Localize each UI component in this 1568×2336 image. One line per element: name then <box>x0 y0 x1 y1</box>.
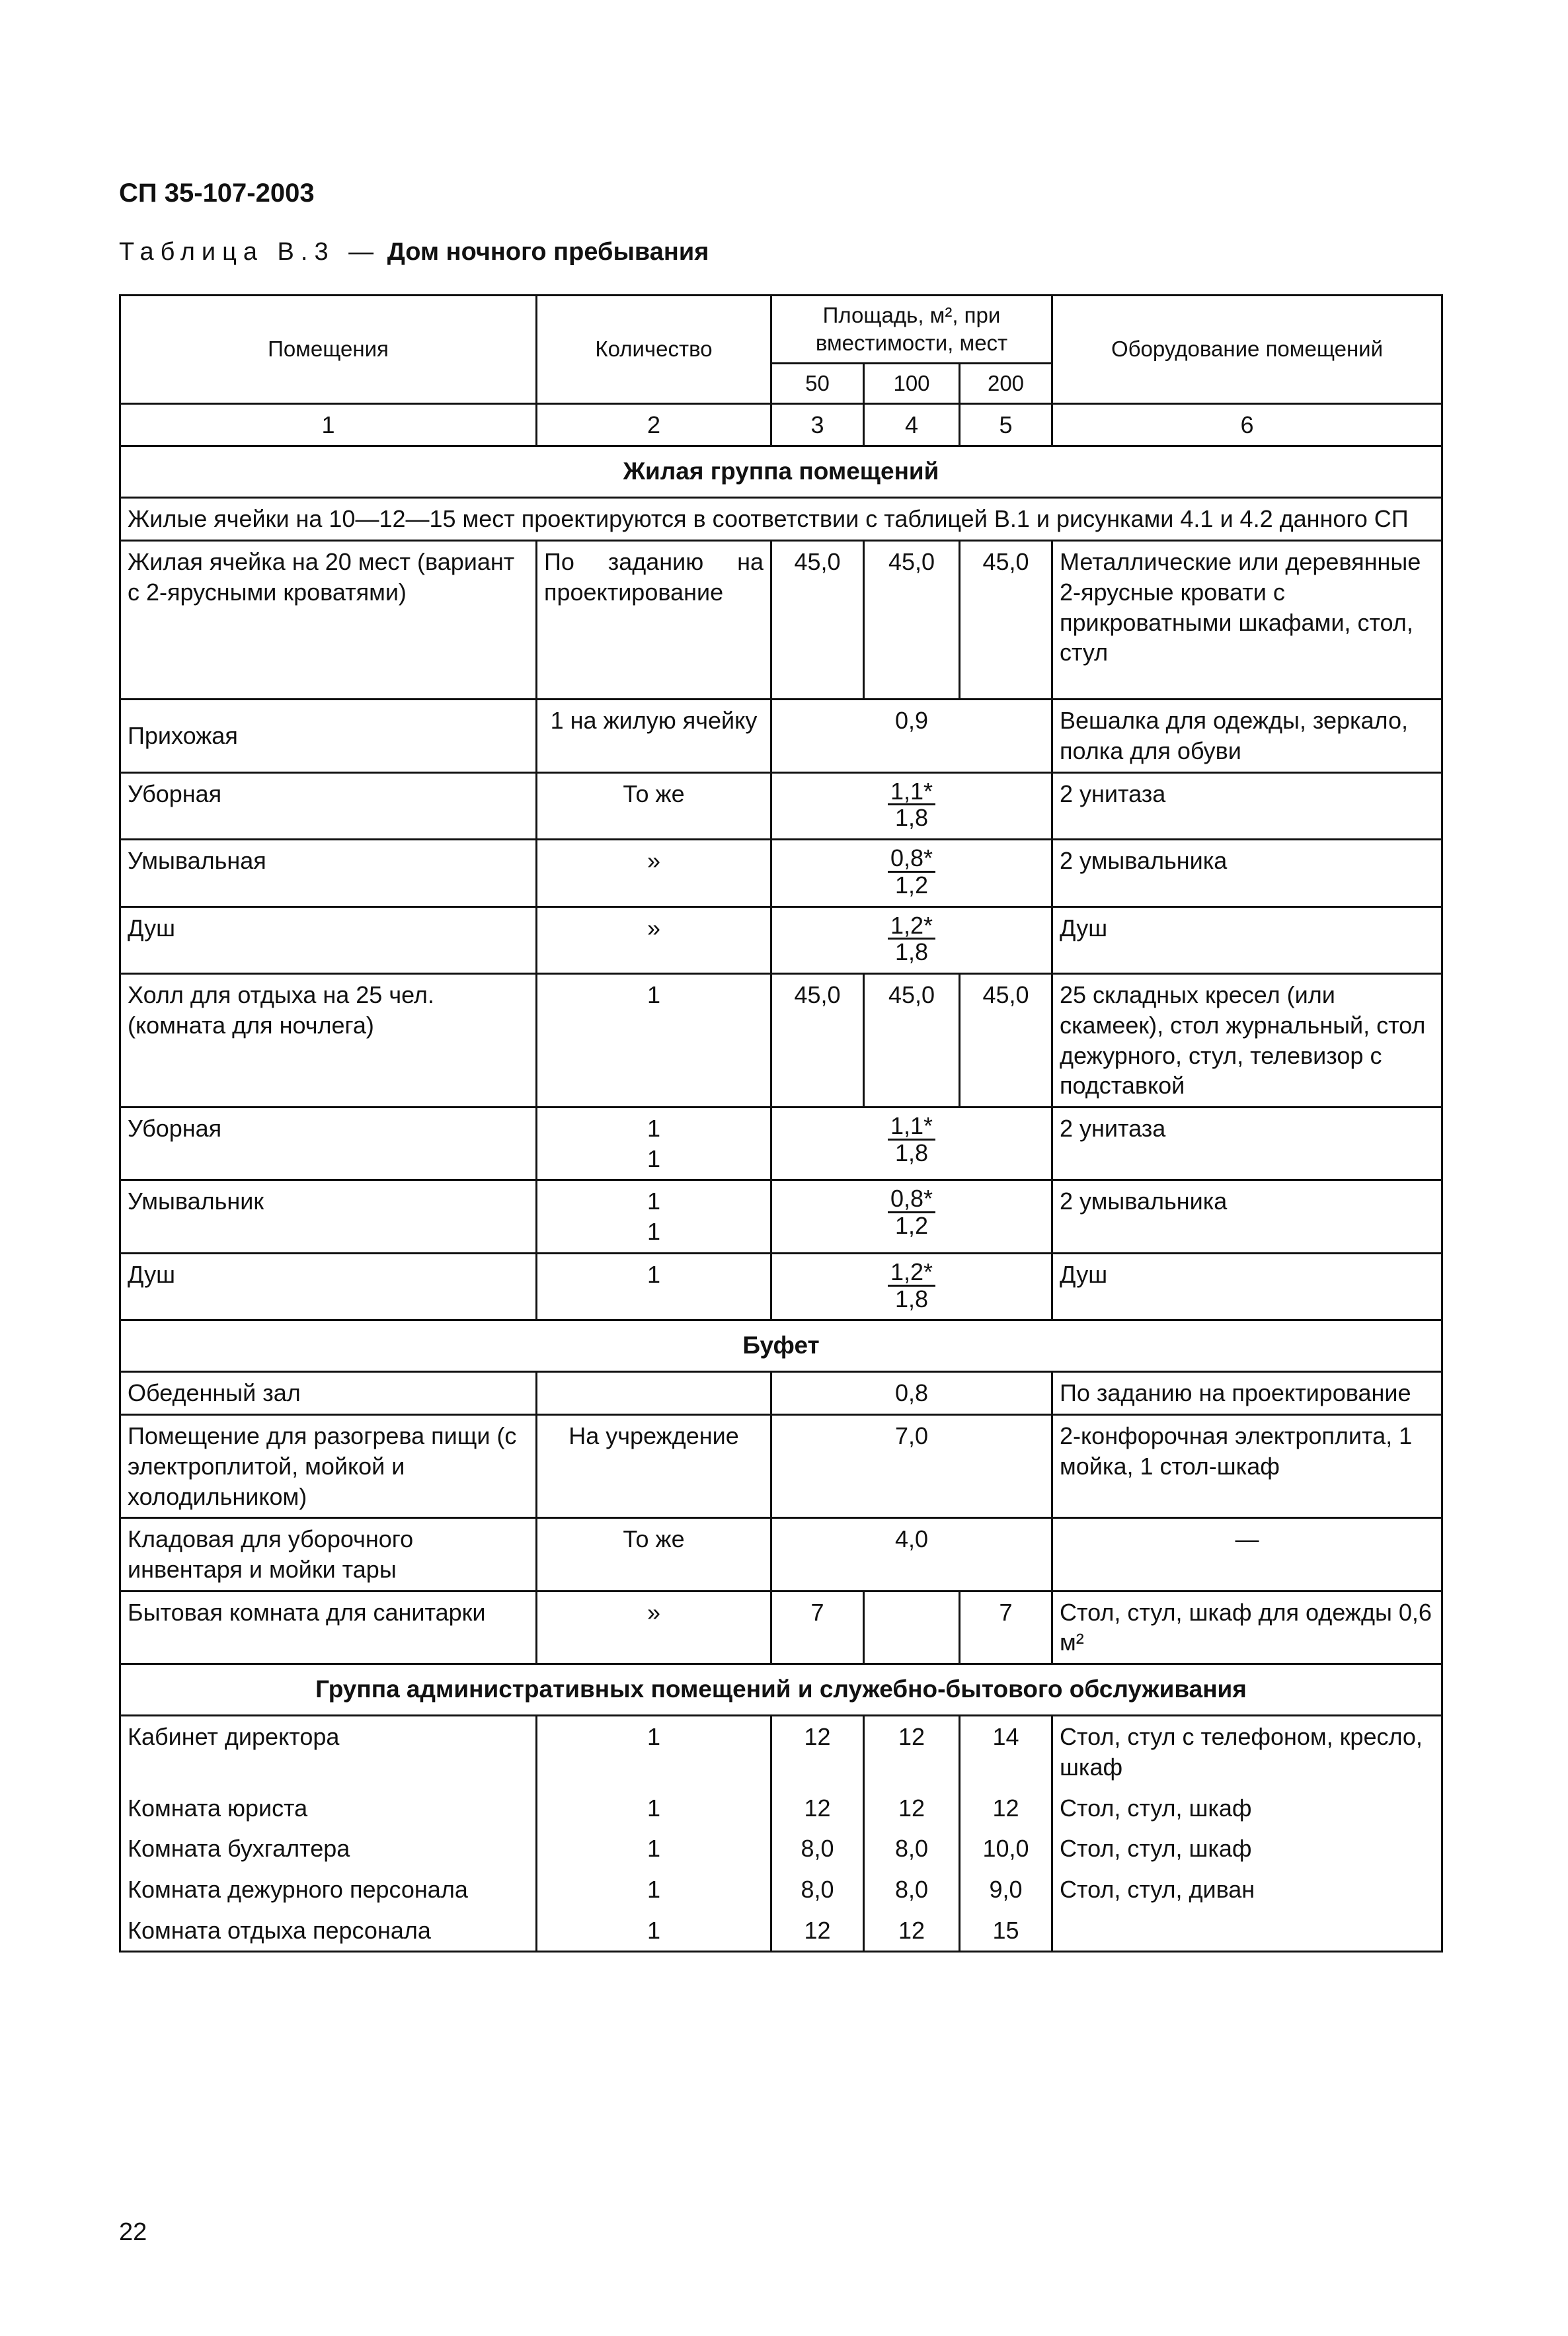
room-name: Бытовая комната для санитарки <box>120 1591 537 1664</box>
room-name: Душ <box>120 1253 537 1320</box>
area-top: 0,8* <box>888 1186 935 1213</box>
table-caption-title: Дом ночного пребывания <box>387 238 709 266</box>
room-equipment: 2 унитаза <box>1052 772 1442 840</box>
area-50: 45,0 <box>771 541 864 700</box>
area-bottom: 1,2 <box>894 1212 929 1240</box>
header-rooms: Помещения <box>120 296 537 404</box>
room-name: Помещение для разогрева пищи (с электроплитой, мойкой и холодильником) <box>120 1415 537 1518</box>
room-equipment: 2 умывальника <box>1052 840 1442 907</box>
page-number: 22 <box>119 2218 147 2246</box>
table-row <box>120 1253 1442 1320</box>
document-code: СП 35-107-2003 <box>119 179 315 208</box>
area-fraction <box>771 772 1052 840</box>
room-quantity: » <box>537 906 771 974</box>
area-bottom: 1,8 <box>894 1285 929 1312</box>
col-number: 6 <box>1052 403 1442 446</box>
room-quantity: То же <box>537 1518 771 1591</box>
room-name: Комната бухгалтера <box>120 1828 537 1869</box>
room-equipment: 2 умывальника <box>1052 1180 1442 1253</box>
room-name: Кабинет директора <box>120 1716 537 1788</box>
area-100: 12 <box>864 1788 960 1829</box>
area-200: 9,0 <box>960 1869 1052 1910</box>
room-quantity: 1 <box>537 1869 771 1910</box>
room-name: Комната дежурного персонала <box>120 1869 537 1910</box>
room-name: Умывальная <box>120 840 537 907</box>
table-row <box>120 541 1442 700</box>
room-equipment: Стол, стул, шкаф <box>1052 1788 1442 1829</box>
table-row <box>120 1828 1442 1869</box>
area-100: 12 <box>864 1716 960 1788</box>
area-bottom: 1,8 <box>894 804 929 832</box>
area-50: 45,0 <box>771 974 864 1108</box>
room-equipment: 25 складных кресел (или скамеек), стол журнальный, стол дежурного, стул, телевизор с подставкой <box>1052 974 1442 1108</box>
area-200: 45,0 <box>960 974 1052 1108</box>
area-fraction <box>771 906 1052 974</box>
area-bottom: 1,8 <box>894 1139 929 1166</box>
col-number: 3 <box>771 403 864 446</box>
room-name: Уборная <box>120 772 537 840</box>
table-row <box>120 700 1442 772</box>
room-quantity: » <box>537 840 771 907</box>
area-all: 0,8 <box>771 1372 1052 1415</box>
room-name: Комната юриста <box>120 1788 537 1829</box>
room-name: Обеденный зал <box>120 1372 537 1415</box>
room-name: Холл для отдыха на 25 чел. (комната для ночлега) <box>120 974 537 1108</box>
room-quantity: 1 <box>537 1716 771 1788</box>
room-equipment: Стол, стул с телефоном, кресло, шкаф <box>1052 1716 1442 1788</box>
area-100: 45,0 <box>864 541 960 700</box>
room-equipment: Металлические или деревянные 2-ярусные кровати с прикроватными шкафами, стол, стул <box>1052 541 1442 700</box>
area-all: 7,0 <box>771 1415 1052 1518</box>
room-equipment: Стол, стул, диван <box>1052 1869 1442 1910</box>
room-quantity: 1 на жилую ячейку <box>537 700 771 772</box>
area-100: 12 <box>864 1910 960 1952</box>
area-50: 12 <box>771 1716 864 1788</box>
room-name: Жилая ячейка на 20 мест (вариант с 2-ярусными кроватями) <box>120 541 537 700</box>
header-cap-100: 100 <box>864 363 960 403</box>
room-name: Комната отдыха персонала <box>120 1910 537 1952</box>
area-100: 8,0 <box>864 1869 960 1910</box>
area-50: 8,0 <box>771 1869 864 1910</box>
area-top: 0,8* <box>888 846 935 873</box>
header-cap-200: 200 <box>960 363 1052 403</box>
room-quantity: » <box>537 1591 771 1664</box>
table-row <box>120 1415 1442 1518</box>
room-name: Умывальник <box>120 1180 537 1253</box>
area-top: 1,2* <box>888 1260 935 1287</box>
room-equipment: Душ <box>1052 1253 1442 1320</box>
table-row <box>120 1372 1442 1415</box>
rooms-table <box>119 294 1443 1953</box>
area-100: 45,0 <box>864 974 960 1108</box>
room-name: Душ <box>120 906 537 974</box>
header-area: Площадь, м², при вместимости, мест <box>771 296 1052 364</box>
col-number: 4 <box>864 403 960 446</box>
room-quantity: То же <box>537 772 771 840</box>
area-fraction <box>771 840 1052 907</box>
room-equipment: 2-конфорочная электроплита, 1 мойка, 1 стол-шкаф <box>1052 1415 1442 1518</box>
quantity-line: 1 <box>647 1188 661 1215</box>
section-row <box>120 1320 1442 1372</box>
area-all: 4,0 <box>771 1518 1052 1591</box>
room-equipment: По заданию на проектирование <box>1052 1372 1442 1415</box>
col-number: 2 <box>537 403 771 446</box>
room-quantity: На учреждение <box>537 1415 771 1518</box>
section-row <box>120 1664 1442 1716</box>
header-equipment: Оборудование помещений <box>1052 296 1442 404</box>
area-200: 15 <box>960 1910 1052 1952</box>
area-fraction <box>771 1180 1052 1253</box>
room-equipment <box>1052 1910 1442 1952</box>
room-name: Кладовая для уборочного инвентаря и мойки тары <box>120 1518 537 1591</box>
note-row <box>120 498 1442 541</box>
area-50: 8,0 <box>771 1828 864 1869</box>
table-row <box>120 974 1442 1108</box>
header-cap-50: 50 <box>771 363 864 403</box>
area-50: 12 <box>771 1788 864 1829</box>
section-title-buffet: Буфет <box>120 1320 1442 1372</box>
table-row <box>120 1910 1442 1952</box>
area-all: 0,9 <box>771 700 1052 772</box>
room-quantity: 1 <box>537 1788 771 1829</box>
table-caption-label: Таблица В.3 — <box>119 238 381 266</box>
room-quantity: 1 <box>537 1253 771 1320</box>
area-top: 1,1* <box>888 1113 935 1141</box>
area-200: 45,0 <box>960 541 1052 700</box>
area-200: 14 <box>960 1716 1052 1788</box>
col-number: 1 <box>120 403 537 446</box>
living-note: Жилые ячейки на 10—12—15 мест проектируются в соответствии с таблицей В.1 и рисунками 4.1 и 4.2 данного СП <box>120 498 1442 541</box>
room-quantity: 1 <box>537 1910 771 1952</box>
section-title-living: Жилая группа помещений <box>120 446 1442 498</box>
room-quantity <box>537 1180 771 1253</box>
area-bottom: 1,8 <box>894 938 929 966</box>
area-top: 1,2* <box>888 913 935 940</box>
area-50: 12 <box>771 1910 864 1952</box>
room-quantity: 1 <box>537 974 771 1108</box>
room-equipment: Душ <box>1052 906 1442 974</box>
area-fraction <box>771 1108 1052 1180</box>
table-row <box>120 840 1442 907</box>
area-200: 12 <box>960 1788 1052 1829</box>
table-row <box>120 1788 1442 1829</box>
room-quantity <box>537 1108 771 1180</box>
table-row <box>120 1108 1442 1180</box>
table-row <box>120 1869 1442 1910</box>
table-row <box>120 906 1442 974</box>
room-quantity: По заданию на проектирование <box>537 541 771 700</box>
room-equipment: Вешалка для одежды, зеркало, полка для обуви <box>1052 700 1442 772</box>
area-200: 10,0 <box>960 1828 1052 1869</box>
section-title-admin: Группа административных помещений и служебно-бытового обслуживания <box>120 1664 1442 1716</box>
table-row <box>120 1518 1442 1591</box>
quantity-line: 1 <box>647 1115 661 1142</box>
table-row <box>120 1591 1442 1664</box>
section-row <box>120 446 1442 498</box>
table-row <box>120 772 1442 840</box>
room-name: Прихожая <box>120 700 537 772</box>
area-top: 1,1* <box>888 779 935 806</box>
area-200: 7 <box>960 1591 1052 1664</box>
header-row <box>120 296 1442 364</box>
area-100 <box>864 1591 960 1664</box>
quantity-line: 1 <box>647 1145 661 1172</box>
area-100: 8,0 <box>864 1828 960 1869</box>
room-equipment: Стол, стул, шкаф <box>1052 1828 1442 1869</box>
column-number-row <box>120 403 1442 446</box>
table-row <box>120 1716 1442 1788</box>
col-number: 5 <box>960 403 1052 446</box>
area-50: 7 <box>771 1591 864 1664</box>
table-caption <box>119 238 709 266</box>
header-quantity: Количество <box>537 296 771 404</box>
table-row <box>120 1180 1442 1253</box>
room-name: Уборная <box>120 1108 537 1180</box>
area-fraction <box>771 1253 1052 1320</box>
room-equipment: Стол, стул, шкаф для одежды 0,6 м² <box>1052 1591 1442 1664</box>
room-equipment: 2 унитаза <box>1052 1108 1442 1180</box>
quantity-line: 1 <box>647 1218 661 1246</box>
area-bottom: 1,2 <box>894 871 929 899</box>
room-quantity: 1 <box>537 1828 771 1869</box>
room-equipment: — <box>1052 1518 1442 1591</box>
room-quantity <box>537 1372 771 1415</box>
